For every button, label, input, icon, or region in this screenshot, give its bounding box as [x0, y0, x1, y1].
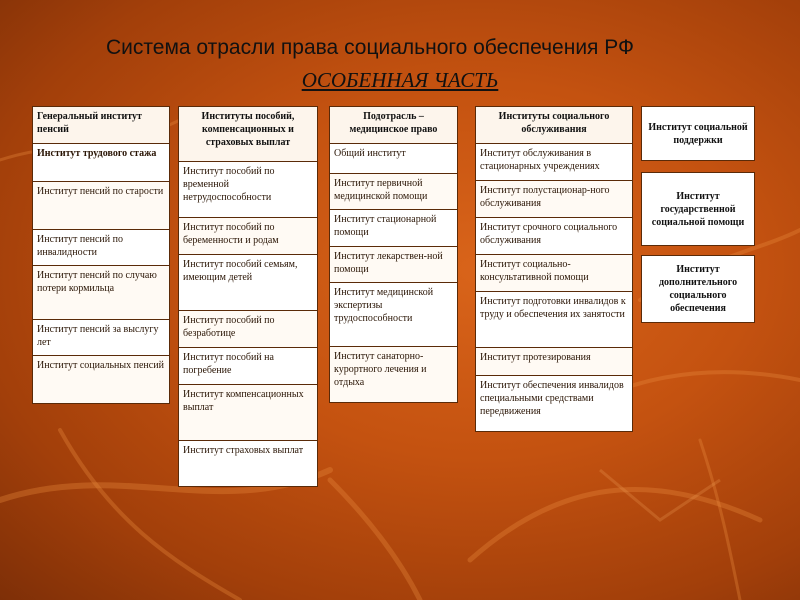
list-item: Институт трудового стажа: [32, 143, 170, 182]
list-item: Институт стационарной помощи: [329, 209, 458, 247]
list-item: Институт санаторно-курортного лечения и отдыха: [329, 346, 458, 403]
list-item: Институт лекарствен-ной помощи: [329, 246, 458, 283]
list-item: Институт пенсий по старости: [32, 181, 170, 230]
list-item: Институт срочного социального обслуживания: [475, 217, 633, 255]
column-medical-law: [329, 106, 458, 402]
box-state-social-assistance: Институт государственной социальной помощи: [641, 172, 755, 246]
column-pensions: [32, 106, 170, 403]
list-item: Институт пенсий по случаю потери кормильца: [32, 265, 170, 320]
list-item: Институт пособий по временной нетрудоспособности: [178, 161, 318, 218]
list-item: Общий институт: [329, 143, 458, 174]
list-item: Институт пособий по беременности и родам: [178, 217, 318, 255]
list-item: Институт полустационар-ного обслуживания: [475, 180, 633, 218]
column-benefits: [178, 106, 318, 486]
page-title: Система отрасли права социального обеспечения РФ: [105, 36, 634, 59]
list-item: Институт социально-консультативной помощи: [475, 254, 633, 292]
column-pensions-header: Генеральный институт пенсий: [32, 106, 170, 144]
list-item: Институт страховых выплат: [178, 440, 318, 487]
list-item: Институт пособий по безработице: [178, 310, 318, 348]
box-additional-social-security: Институт дополнительного социального обеспечения: [641, 255, 755, 323]
column-benefits-header: Институты пособий, компенсационных и страховых выплат: [178, 106, 318, 162]
list-item: Институт компенсационных выплат: [178, 384, 318, 441]
list-item: Институт обслуживания в стационарных учреждениях: [475, 143, 633, 181]
column-social-services: [475, 106, 633, 431]
list-item: Институт пособий на погребение: [178, 347, 318, 385]
box-social-support: Институт социальной поддержки: [641, 106, 755, 161]
list-item: Институт пенсий по инвалидности: [32, 229, 170, 266]
list-item: Институт медицинской экспертизы трудоспособности: [329, 282, 458, 347]
list-item: Институт пособий семьям, имеющим детей: [178, 254, 318, 311]
page-subtitle: ОСОБЕННАЯ ЧАСТЬ: [301, 68, 499, 92]
list-item: Институт подготовки инвалидов к труду и обеспечения их занятости: [475, 291, 633, 348]
list-item: Институт обеспечения инвалидов специальными средствами передвижения: [475, 375, 633, 432]
column-medical-law-header: Подотрасль – медицинское право: [329, 106, 458, 144]
list-item: Институт пенсий за выслугу лет: [32, 319, 170, 356]
list-item: Институт протезирования: [475, 347, 633, 376]
column-social-services-header: Институты социального обслуживания: [475, 106, 633, 144]
list-item: Институт первичной медицинской помощи: [329, 173, 458, 210]
list-item: Институт социальных пенсий: [32, 355, 170, 404]
